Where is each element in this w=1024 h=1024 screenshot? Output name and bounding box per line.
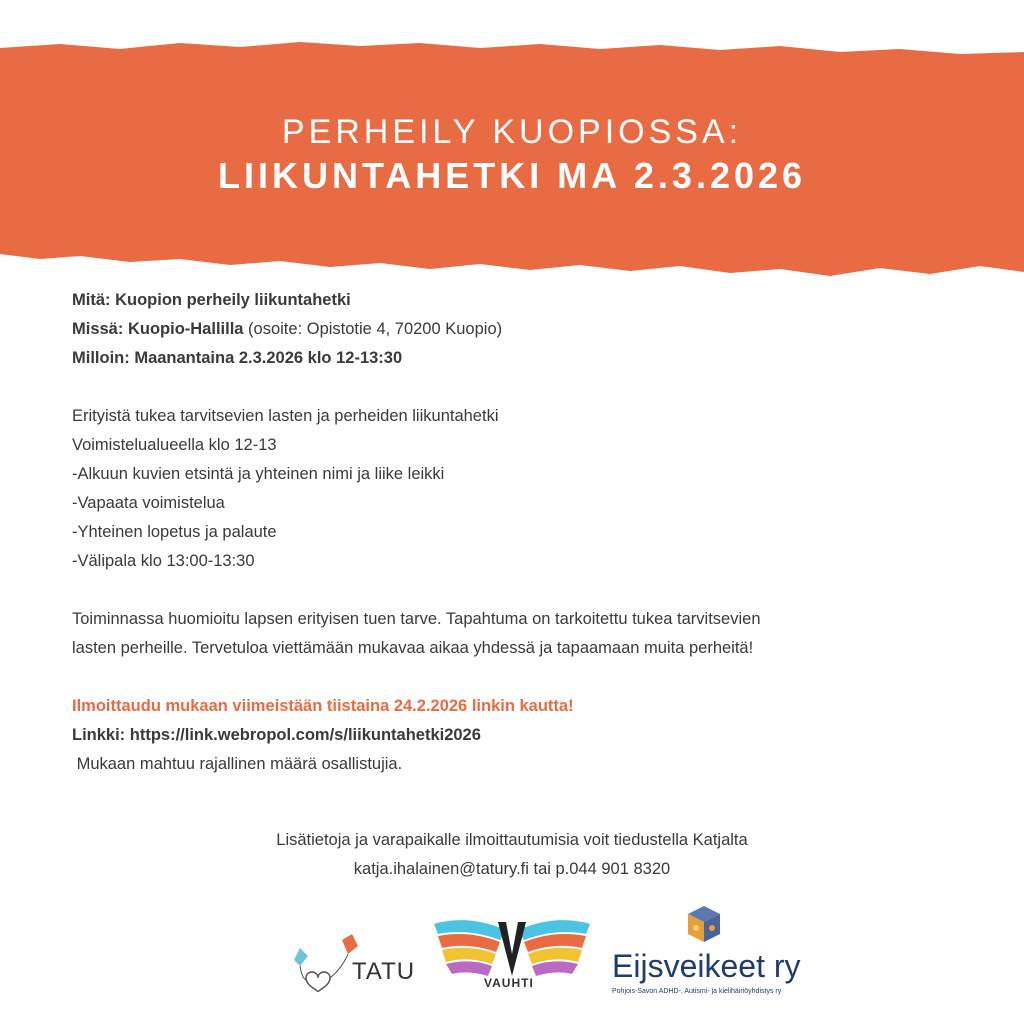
vauhti-logo-text: VAUHTI [484, 976, 534, 990]
contact-line-1: Lisätietoja ja varapaikalle ilmoittautumisia voit tiedustella Katjalta [276, 831, 748, 849]
title-line-1: PERHEILY KUOPIOSSA: [281, 113, 743, 151]
tatu-logo-text: TATU [352, 958, 416, 985]
contact-info [0, 826, 1024, 884]
program-line: Voimistelualueella klo 12-13 [72, 436, 277, 454]
where-address: (osoite: Opistotie 4, 70200 Kuopio) [248, 320, 503, 338]
eijs-logo-name: Eijsveikeet ry [612, 948, 801, 984]
description-line: Toiminnassa huomioitu lapsen erityisen tuen tarve. Tapahtuma on tarkoitettu tukea tarvitsevien [72, 610, 761, 628]
page-title [0, 112, 1024, 198]
event-content [72, 286, 972, 779]
eijs-logo-subtitle: Pohjois-Savon ADHD-, Autismi- ja kielihäiriöyhdistys ry [612, 988, 782, 995]
logo-row [0, 900, 1024, 1010]
what-label: Mitä: [72, 291, 111, 309]
where-row [72, 315, 972, 344]
when-value: Maanantaina 2.3.2026 klo 12-13:30 [134, 349, 403, 367]
puzzle-cube-icon [684, 904, 724, 944]
registration-link[interactable]: Linkki: https://link.webropol.com/s/liikuntahetki2026 [72, 726, 481, 744]
when-label: Milloin: [72, 349, 130, 367]
program-line: Erityistä tukea tarvitsevien lasten ja perheiden liikuntahetki [72, 407, 499, 425]
program-line: -Yhteinen lopetus ja palaute [72, 523, 277, 541]
what-row [72, 286, 972, 315]
program-line: -Välipala klo 13:00-13:30 [72, 552, 255, 570]
program-line: -Alkuun kuvien etsintä ja yhteinen nimi ja liike leikki [72, 465, 445, 483]
title-line-2: LIIKUNTAHETKI MA 2.3.2026 [217, 155, 807, 196]
when-row [72, 344, 972, 373]
description-line: lasten perheille. Tervetuloa viettämään mukavaa aikaa yhdessä ja tapaamaan muita perheitä! [72, 639, 754, 657]
capacity-note: Mukaan mahtuu rajallinen määrä osallistujia. [72, 755, 403, 773]
program-line: -Vapaata voimistelua [72, 494, 225, 512]
registration-deadline: Ilmoittaudu mukaan viimeistään tiistaina 24.2.2026 linkin kautta! [72, 697, 574, 715]
where-label: Missä: [72, 320, 124, 338]
what-value: Kuopion perheily liikuntahetki [115, 291, 351, 309]
contact-line-2[interactable]: katja.ihalainen@tatury.fi tai p.044 901 8320 [353, 860, 671, 878]
where-value: Kuopio-Hallilla [127, 320, 244, 338]
